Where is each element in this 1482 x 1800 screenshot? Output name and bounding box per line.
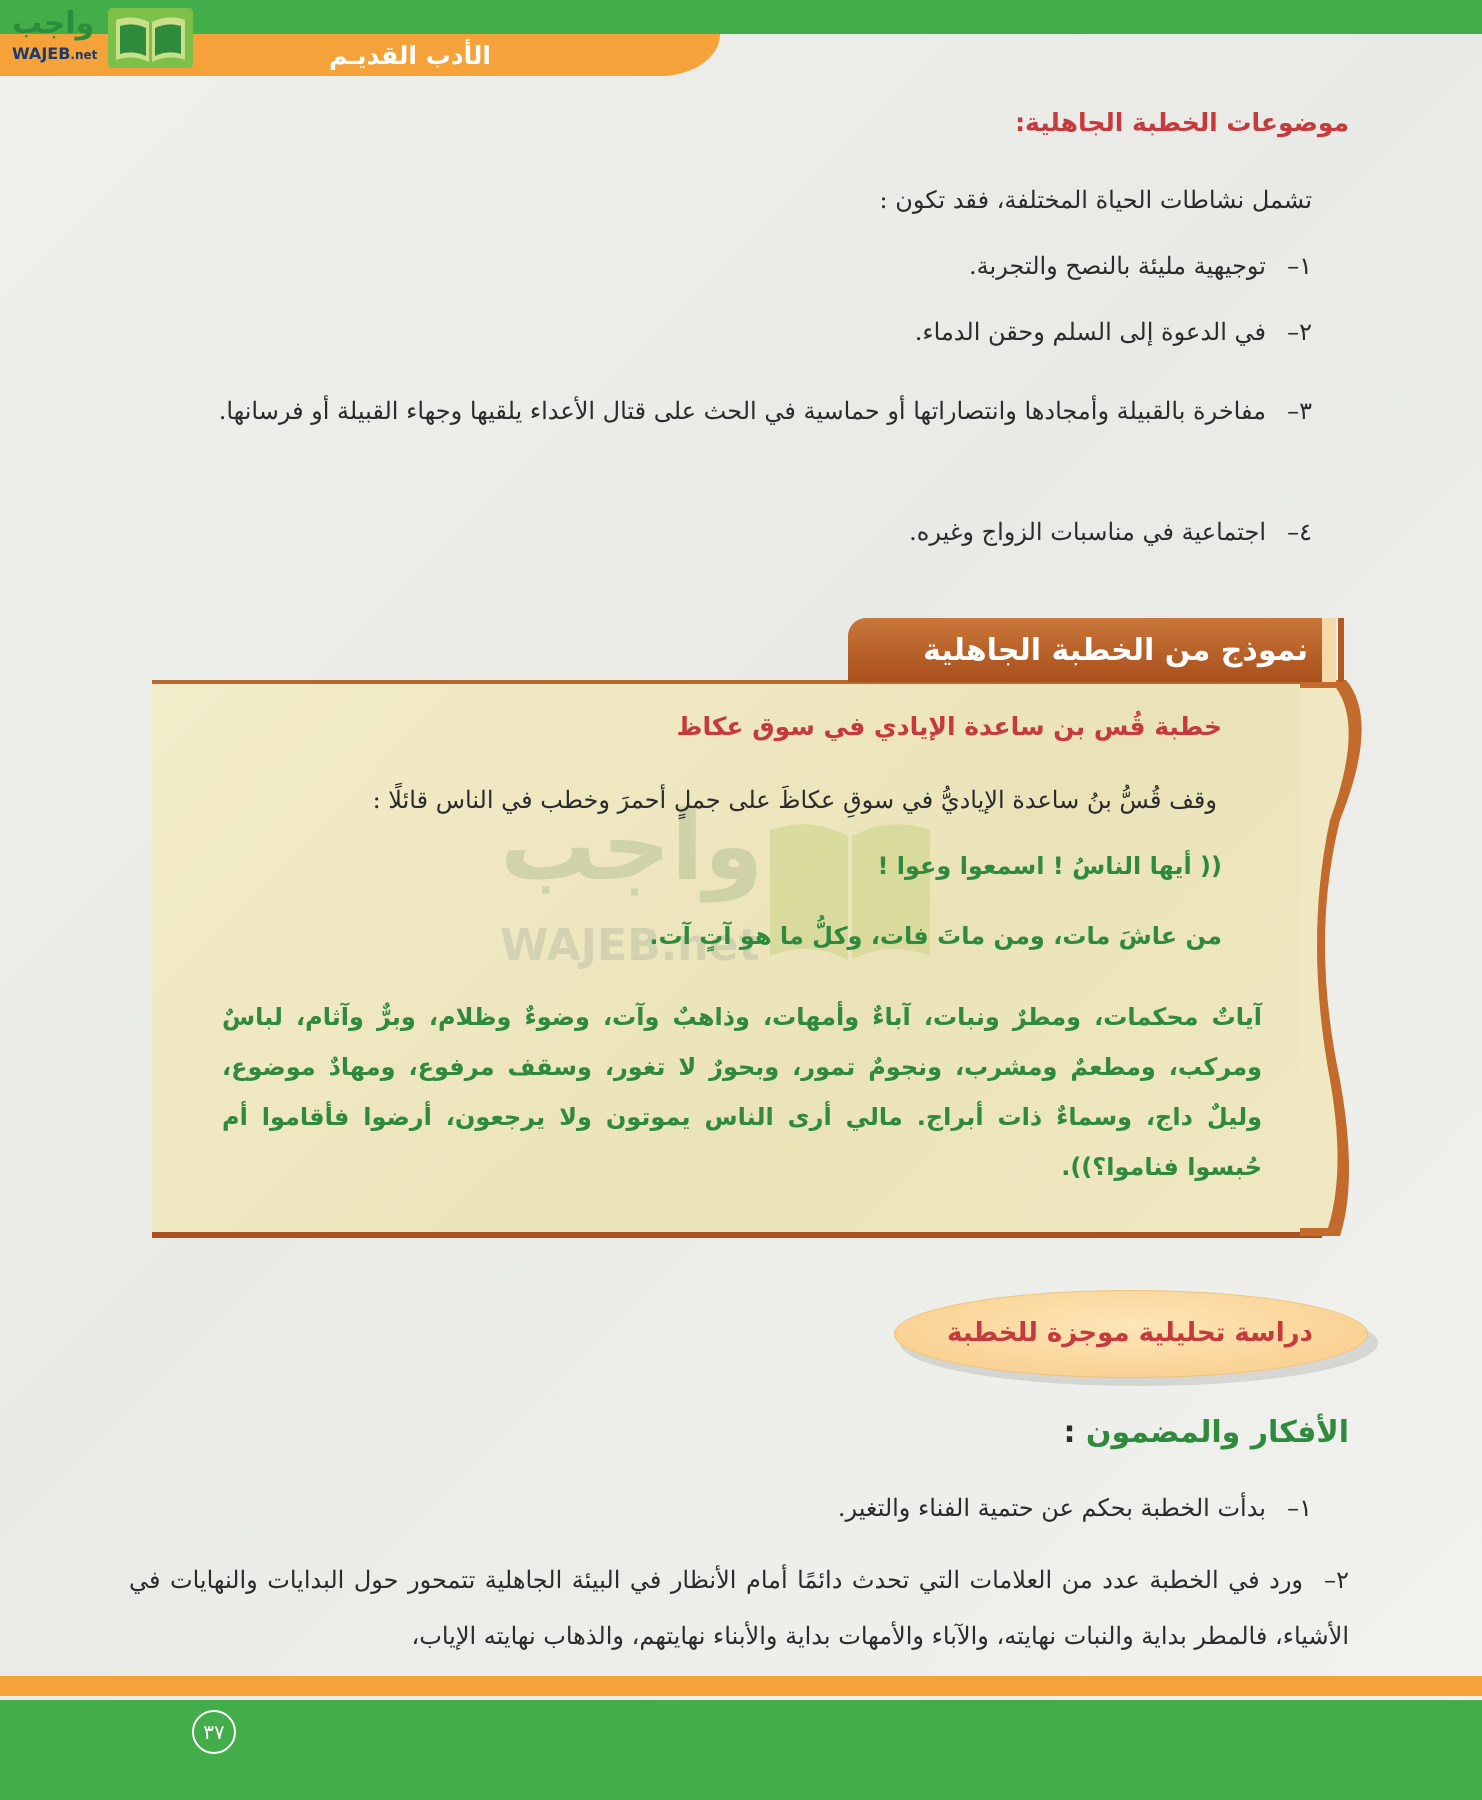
item-text: في الدعوة إلى السلم وحقن الدماء. bbox=[914, 318, 1266, 346]
idea-item-2 bbox=[129, 1552, 1349, 1664]
speech-line-3: آياتٌ محكمات، ومطرٌ ونبات، آباءٌ وأمهات، وذاهبٌ وآت، وضوءٌ وظلام، وبرٌّ وآثام، لباسٌ ومركب، ومطعمٌ ومشرب، ونجومٌ تمور، وبحورٌ لا تغور، وسقف مرفوع، ومهادٌ موضوع، وليلٌ داج، وسماءٌ ذات أبراج. مالي أرى الناس يموتون ولا يرجعون، أرضوا فأقاموا أم حُبسوا فناموا؟)). bbox=[222, 1003, 1262, 1181]
item-number: ٢– bbox=[1287, 318, 1312, 346]
model-intro: وقف قُسُّ بنُ ساعدة الإياديُّ في سوقِ عكاظَ على جملٍ أحمرَ وخطب في الناس قائلًا : bbox=[372, 786, 1217, 814]
speech-line-1: (( أيها الناسُ ! اسمعوا وعوا ! bbox=[877, 852, 1222, 880]
item-text: مفاخرة بالقبيلة وأمجادها وانتصاراتها أو حماسية في الحث على قتال الأعداء يلقيها وجهاء القبيلة أو فرسانها. bbox=[218, 397, 1266, 425]
item-text: اجتماعية في مناسبات الزواج وغيره. bbox=[909, 518, 1266, 546]
speech-line-2: من عاشَ مات، ومن ماتَ فات، وكلُّ ما هو آتٍ آت. bbox=[649, 922, 1222, 950]
item-number: ٢– bbox=[1324, 1566, 1349, 1594]
topics-title: موضوعات الخطبة الجاهلية: bbox=[1015, 108, 1349, 137]
item-text: ورد في الخطبة عدد من العلامات التي تحدث دائمًا أمام الأنظار في البيئة الجاهلية تتمحور حول البدايات والنهايات في الأشياء، فالمطر بداية والنبات نهايته، والآباء والأمهات بداية والأبناء نهايتهم، والذهاب نهايته الإياب، bbox=[129, 1566, 1349, 1650]
chapter-title: الأدب القديـم bbox=[329, 41, 491, 70]
ideas-title bbox=[1063, 1415, 1349, 1450]
watermark-arabic-text: واجب bbox=[500, 790, 764, 902]
footer-orange-band bbox=[0, 1676, 1482, 1696]
topic-item-3 bbox=[152, 378, 1312, 444]
wajeb-watermark bbox=[490, 790, 970, 990]
box-decorative-curve bbox=[1300, 680, 1380, 1236]
model-tab-stripe bbox=[1322, 618, 1336, 682]
logo-english-text: WAJEB.net bbox=[12, 44, 98, 63]
ideas-title-colon: : bbox=[1063, 1415, 1076, 1450]
topic-item-1 bbox=[969, 246, 1312, 286]
model-subtitle: خطبة قُس بن ساعدة الإيادي في سوق عكاظ bbox=[676, 712, 1222, 741]
model-tab-stripe-dark bbox=[1338, 618, 1344, 682]
book-icon bbox=[108, 8, 193, 68]
model-title: نموذج من الخطبة الجاهلية bbox=[923, 633, 1308, 668]
page-number: ٣٧ bbox=[192, 1710, 236, 1754]
item-number: ٤– bbox=[1287, 518, 1312, 546]
item-number: ١– bbox=[1287, 1494, 1312, 1522]
logo-arabic-text: واجب bbox=[12, 6, 95, 41]
item-number: ٣– bbox=[1287, 397, 1312, 425]
ideas-title-text: الأفكار والمضمون bbox=[1085, 1415, 1349, 1450]
analysis-title: دراسة تحليلية موجزة للخطبة bbox=[947, 1318, 1313, 1348]
item-text: توجيهية مليئة بالنصح والتجربة. bbox=[969, 252, 1266, 280]
watermark-english-text: WAJEB.net bbox=[500, 920, 760, 971]
item-number: ١– bbox=[1287, 252, 1312, 280]
item-text: بدأت الخطبة بحكم عن حتمية الفناء والتغير. bbox=[837, 1494, 1266, 1522]
wajeb-logo[interactable] bbox=[8, 6, 188, 68]
top-green-band bbox=[0, 0, 1482, 34]
topics-intro: تشمل نشاطات الحياة المختلفة، فقد تكون : bbox=[879, 186, 1312, 214]
idea-item-1 bbox=[838, 1488, 1312, 1528]
topic-item-2 bbox=[915, 312, 1312, 352]
topic-item-4 bbox=[909, 512, 1312, 552]
